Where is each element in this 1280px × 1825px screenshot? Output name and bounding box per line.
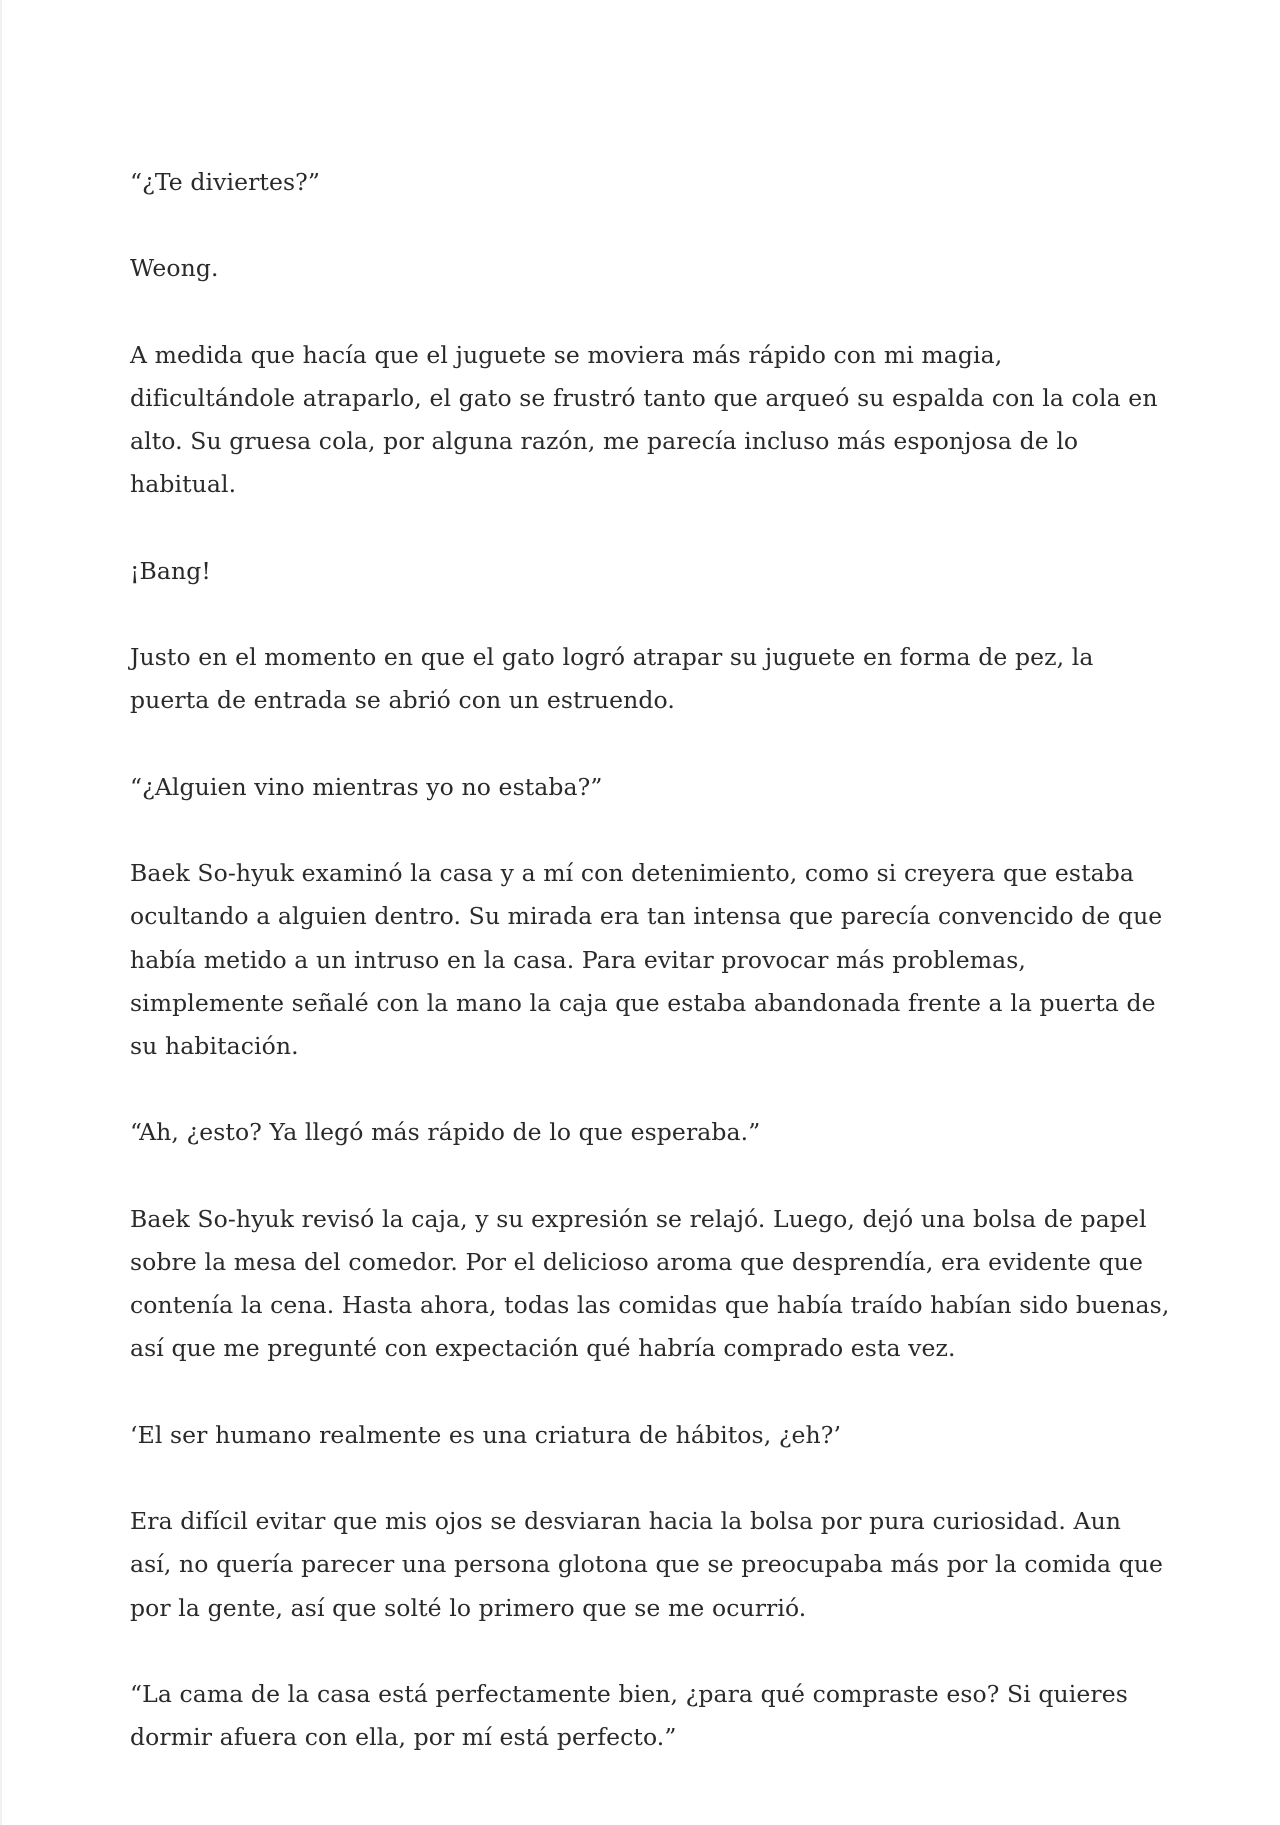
page-edge (0, 0, 2, 1825)
narration-paragraph: A medida que hacía que el juguete se moviera más rápido con mi magia, dificultándole atraparlo, el gato se frustró tanto que arqueó su espalda con la cola en alto. Su gruesa cola, por alguna razón, me parecía incluso más esponjosa de lo habitual. (130, 340, 1158, 499)
dialogue-line: “Ah, ¿esto? Ya llegó más rápido de lo que esperaba.” (130, 1118, 761, 1147)
dialogue-line: “¿Alguien vino mientras yo no estaba?” (130, 772, 603, 801)
thought-line: ‘El ser humano realmente es una criatura de hábitos, ¿eh?’ (130, 1420, 842, 1449)
dialogue-line: “La cama de la casa está perfectamente bien, ¿para qué compraste eso? Si quieres dormir afuera con ella, por mí está perfecto.” (130, 1679, 1128, 1752)
narration-paragraph: Justo en el momento en que el gato logró atrapar su juguete en forma de pez, la puerta de entrada se abrió con un estruendo. (130, 643, 1094, 715)
narration-paragraph: Baek So-hyuk examinó la casa y a mí con detenimiento, como si creyera que estaba ocultando a alguien dentro. Su mirada era tan intensa que parecía convencido de que había metido a un intruso en la casa. Para evitar provocar más problemas, simplemente señalé con la mano la caja que estaba abandonada frente a la puerta de su habitación. (130, 859, 1163, 1060)
dialogue-line: “¿Te diviertes?” (130, 168, 320, 196)
sound-effect: ¡Bang! (130, 556, 211, 585)
narration-paragraph: Era difícil evitar que mis ojos se desviaran hacia la bolsa por pura curiosidad. Aun así, no quería parecer una persona glotona que se preocupaba más por la comida que por la gente, así que solté lo primero que se me ocurrió. (130, 1507, 1164, 1622)
narration-paragraph: Baek So-hyuk revisó la caja, y su expresión se relajó. Luego, dejó una bolsa de papel sobre la mesa del comedor. Por el delicioso aroma que desprendía, era evidente que contenía la cena. Hasta ahora, todas las comidas que había traído habían sido buenas, así que me pregunté con expectación qué habría comprado esta vez. (130, 1204, 1170, 1363)
sound-effect: Weong. (130, 254, 219, 283)
story-text (130, 161, 1170, 1803)
